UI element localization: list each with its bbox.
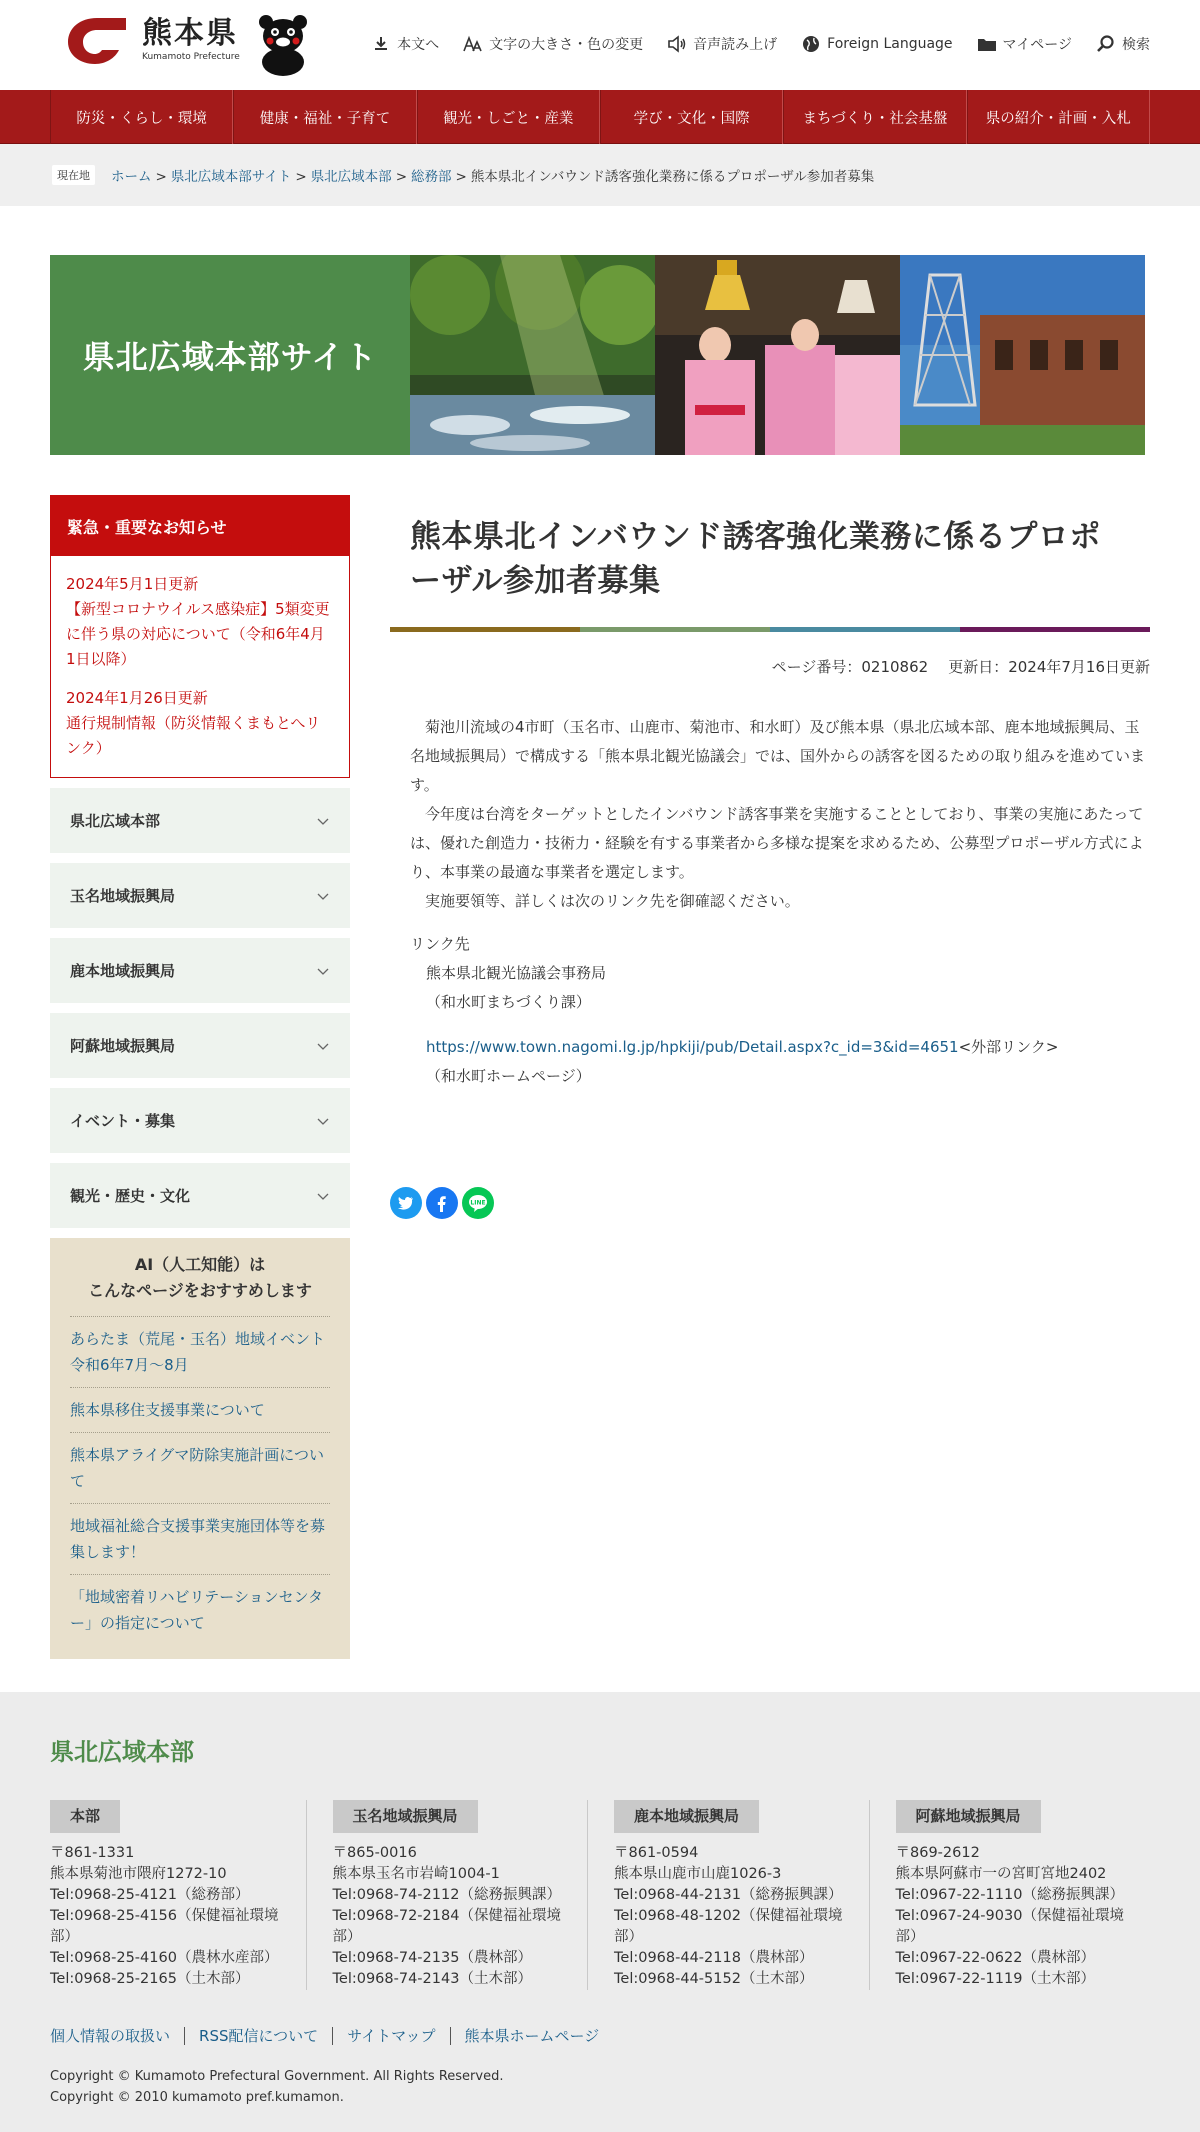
ai-recommendation-link[interactable]: 熊本県移住支援事業について — [70, 1401, 265, 1419]
footer-link-privacy[interactable]: 個人情報の取扱い — [50, 2027, 171, 2045]
accordion-label: 県北広域本部 — [70, 812, 161, 830]
breadcrumb-separator: > — [155, 169, 167, 185]
speaker-icon — [667, 34, 687, 54]
copyright-line: Copyright © Kumamoto Prefectural Government. All Rights Reserved. — [50, 2069, 504, 2084]
list-item — [70, 1317, 341, 1388]
search-link[interactable] — [1096, 34, 1150, 54]
emergency-notice-box — [50, 495, 350, 778]
office-name: 本部 — [50, 1800, 120, 1833]
social-share — [390, 1187, 1150, 1219]
office-line: Tel:0968-74-2143（土木部） — [332, 1971, 532, 1987]
chevron-down-icon — [316, 1189, 330, 1203]
list-item — [70, 1433, 330, 1504]
utility-nav — [371, 34, 1150, 54]
twitter-icon — [397, 1194, 415, 1212]
site-header — [0, 0, 1200, 90]
breadcrumb-label: 現在地 — [52, 165, 95, 185]
emergency-item-link[interactable]: 通行規制情報（防災情報くまもとへリンク） — [66, 714, 321, 757]
office-line: Tel:0968-72-2184（保健福祉環境部） — [332, 1908, 561, 1945]
office-line: 熊本県阿蘇市一の宮町宮地2402 — [895, 1866, 1107, 1882]
kumamon-mascot-icon — [256, 12, 310, 76]
sidebar-accordion-aso[interactable] — [50, 1013, 350, 1078]
sidebar-accordion-tamana[interactable] — [50, 863, 350, 928]
breadcrumb-soumu[interactable]: 総務部 — [411, 169, 452, 185]
breadcrumb-separator: > — [395, 169, 407, 185]
link-organization-sub: （和水町まちづくり課） — [426, 993, 591, 1011]
page-meta — [390, 656, 1150, 677]
chevron-down-icon — [316, 1039, 330, 1053]
office-honbu — [50, 1800, 306, 1990]
foreign-language-link[interactable] — [801, 34, 952, 54]
sidebar-accordion-kenboku[interactable] — [50, 788, 350, 853]
title-underline — [390, 627, 1150, 632]
util-label: Foreign Language — [827, 36, 953, 52]
updated-date: 更新日：2024年7月16日更新 — [948, 658, 1150, 676]
forest-stream-photo — [410, 255, 655, 455]
util-label: 音声読み上げ — [693, 37, 778, 53]
office-list — [50, 1800, 1150, 1990]
hero-title: 県北広域本部サイト — [50, 255, 410, 455]
office-line: Tel:0967-22-0622（農林部） — [895, 1950, 1095, 1966]
skip-to-content-link[interactable] — [371, 34, 439, 54]
office-line: Tel:0968-25-2165（土木部） — [50, 1971, 250, 1987]
logo-subtitle: Kumamoto Prefecture — [142, 52, 240, 62]
ai-recommendation-link[interactable]: 熊本県アライグマ防除実施計画について — [70, 1446, 324, 1490]
line-share-button[interactable] — [462, 1187, 494, 1219]
mypage-link[interactable] — [977, 34, 1072, 54]
office-line: 熊本県山鹿市山鹿1026-3 — [614, 1866, 782, 1882]
office-tamana — [306, 1800, 588, 1990]
globe-icon — [801, 34, 821, 54]
office-kamoto — [587, 1800, 869, 1990]
emergency-title: 緊急・重要なお知らせ — [51, 496, 349, 556]
ai-recommendations-title — [70, 1252, 330, 1317]
accordion-label: 鹿本地域振興局 — [70, 962, 176, 980]
office-line: 熊本県玉名市岩崎1004-1 — [332, 1866, 500, 1882]
breadcrumb — [0, 144, 1200, 206]
gnav-item-machizukuri[interactable]: まちづくり・社会基盤 — [783, 90, 966, 144]
sidebar — [50, 495, 350, 1659]
footer-title: 県北広域本部 — [50, 1738, 194, 1766]
search-icon — [1096, 34, 1116, 54]
gnav-item-manabi[interactable]: 学び・文化・国際 — [600, 90, 783, 144]
accordion-label: 観光・歴史・文化 — [70, 1187, 191, 1205]
folder-icon — [977, 34, 997, 54]
office-line: Tel:0968-74-2112（総務振興課） — [332, 1887, 561, 1903]
site-hero-banner — [50, 255, 1150, 455]
list-item — [70, 1504, 330, 1575]
url-note: （和水町ホームページ） — [426, 1067, 591, 1085]
gnav-item-shoukai[interactable]: 県の紹介・計画・入札 — [967, 90, 1150, 144]
accordion-label: 玉名地域振興局 — [70, 887, 176, 905]
page-title: 熊本県北インバウンド誘客強化業務に係るプロポーザル参加者募集 — [410, 519, 1101, 599]
article-body — [390, 677, 1150, 1091]
kumamoto-emblem-icon — [62, 14, 132, 66]
footer-link-rss[interactable]: RSS配信について — [184, 2027, 332, 2045]
office-line: Tel:0968-25-4121（総務部） — [50, 1887, 250, 1903]
chevron-down-icon — [316, 1114, 330, 1128]
link-section — [410, 930, 1150, 1091]
office-aso — [869, 1800, 1151, 1990]
site-logo[interactable] — [62, 14, 240, 66]
office-line: Tel:0968-44-5152（土木部） — [614, 1971, 814, 1987]
logo-title: 熊本県 — [142, 16, 238, 51]
chevron-down-icon — [316, 814, 330, 828]
breadcrumb-separator: > — [455, 169, 467, 185]
util-label: 検索 — [1122, 37, 1150, 53]
ai-recommendation-link[interactable]: 「地域密着リハビリテーションセンター」の指定について — [70, 1588, 324, 1632]
font-size-link[interactable] — [463, 34, 643, 54]
footer-links — [50, 2027, 613, 2045]
site-footer — [0, 1692, 1200, 2132]
sidebar-accordion-tourism[interactable] — [50, 1163, 350, 1228]
ai-recommendations — [50, 1238, 350, 1659]
download-icon — [371, 34, 391, 54]
office-name: 玉名地域振興局 — [333, 1800, 478, 1833]
sidebar-accordion-events[interactable] — [50, 1088, 350, 1153]
office-line: Tel:0968-44-2131（総務振興課） — [614, 1887, 843, 1903]
office-line: Tel:0967-22-1119（土木部） — [895, 1971, 1095, 1987]
office-line: Tel:0968-74-2135（農林部） — [332, 1950, 532, 1966]
breadcrumb-separator: > — [295, 169, 307, 185]
chevron-down-icon — [316, 964, 330, 978]
office-line: 〒861-1331 — [50, 1845, 135, 1861]
office-name: 阿蘇地域振興局 — [896, 1800, 1041, 1833]
breadcrumb-current: 熊本県北インバウンド誘客強化業務に係るプロポーザル参加者募集 — [470, 169, 875, 185]
office-line: Tel:0967-24-9030（保健福祉環境部） — [895, 1908, 1124, 1945]
ai-recommendation-link[interactable]: 地域福祉総合支援事業実施団体等を募集します！ — [70, 1517, 326, 1561]
line-icon — [467, 1193, 489, 1213]
util-label: 本文へ — [397, 37, 440, 53]
page-number: ページ番号：0210862 — [771, 658, 929, 676]
util-label: マイページ — [1002, 37, 1072, 53]
paragraph: 実施要領等、詳しくは次のリンク先を御確認ください。 — [425, 892, 800, 910]
copyright-line: Copyright © 2010 kumamoto pref.kumamon. — [50, 2090, 344, 2105]
link-organization: 熊本県北観光協議会事務局 — [426, 964, 607, 982]
office-line: 〒865-0016 — [332, 1845, 417, 1861]
breadcrumb-site[interactable]: 県北広域本部サイト — [170, 169, 292, 185]
emergency-item-link[interactable]: 【新型コロナウイルス感染症】5類変更に伴う県の対応について（令和6年4月1日以降） — [66, 600, 330, 668]
list-item — [70, 1575, 330, 1645]
read-aloud-link[interactable] — [667, 34, 777, 54]
external-url-link[interactable]: https://www.town.nagomi.lg.jp/hpkiji/pub/Detail.aspx?c_id=3&id=4651 — [426, 1038, 959, 1056]
twitter-share-button[interactable] — [390, 1187, 422, 1219]
ai-title-line1: AI（人工知能）は — [134, 1255, 266, 1274]
emergency-item — [66, 572, 334, 672]
gnav-item-kenkou[interactable]: 健康・福祉・子育て — [233, 90, 416, 144]
list-item — [70, 1388, 330, 1433]
breadcrumb-home[interactable]: ホーム — [111, 169, 152, 185]
yamaga-lantern-festival-photo — [655, 255, 900, 455]
facebook-share-button[interactable] — [426, 1187, 458, 1219]
sidebar-accordion-kamoto[interactable] — [50, 938, 350, 1003]
facebook-icon — [433, 1194, 451, 1212]
ai-recommendation-link[interactable]: あらたま（荒尾・玉名）地域イベント 令和6年7月～8月 — [70, 1330, 341, 1374]
breadcrumb-headquarters[interactable]: 県北広域本部 — [310, 169, 392, 185]
emergency-item — [66, 686, 334, 761]
main-content — [390, 495, 1150, 1219]
global-nav — [0, 90, 1200, 144]
external-link-label: <外部リンク> — [958, 1038, 1059, 1056]
office-name: 鹿本地域振興局 — [614, 1800, 759, 1833]
chevron-down-icon — [316, 889, 330, 903]
office-line: 熊本県菊池市隈府1272-10 — [50, 1866, 227, 1882]
footer-link-pref-home[interactable]: 熊本県ホームページ — [450, 2027, 614, 2045]
link-heading: リンク先 — [410, 935, 470, 953]
paragraph: 菊池川流域の4市町（玉名市、山鹿市、菊池市、和水町）及び熊本県（県北広域本部、鹿本地域振興局、玉名地域振興局）で構成する「熊本県北観光協議会」では、国外からの誘客を図るための取り組みを進めています。 — [410, 718, 1146, 794]
office-line: 〒861-0594 — [614, 1845, 699, 1861]
office-line: Tel:0968-48-1202（保健福祉環境部） — [614, 1908, 843, 1945]
emergency-item-date: 2024年1月26日更新 — [66, 689, 208, 707]
util-label: 文字の大きさ・色の変更 — [489, 37, 644, 53]
ai-title-line2: こんなページをおすすめします — [88, 1281, 312, 1300]
font-size-icon — [463, 34, 483, 54]
accordion-label: 阿蘇地域振興局 — [70, 1037, 176, 1055]
accordion-label: イベント・募集 — [70, 1112, 176, 1130]
brick-mine-ruins-photo — [900, 255, 1145, 455]
gnav-item-bousai[interactable]: 防災・くらし・環境 — [50, 90, 233, 144]
office-line: Tel:0968-25-4156（保健福祉環境部） — [50, 1908, 279, 1945]
emergency-item-date: 2024年5月1日更新 — [66, 575, 199, 593]
footer-link-sitemap[interactable]: サイトマップ — [332, 2027, 449, 2045]
office-line: Tel:0968-44-2118（農林部） — [614, 1950, 814, 1966]
svg-text:LINE: LINE — [470, 1199, 486, 1207]
office-line: Tel:0967-22-1110（総務振興課） — [895, 1887, 1124, 1903]
office-line: 〒869-2612 — [895, 1845, 980, 1861]
office-line: Tel:0968-25-4160（農林水産部） — [50, 1950, 279, 1966]
copyright — [50, 2066, 503, 2108]
paragraph: 今年度は台湾をターゲットとしたインバウンド誘客事業を実施することとしており、事業の実施にあたっては、優れた創造力・技術力・経験を有する事業者から多様な提案を求めるため、公募型プロポーザル方式により、本事業の最適な事業者を選定します。 — [410, 805, 1144, 881]
gnav-item-kankou[interactable]: 観光・しごと・産業 — [417, 90, 600, 144]
